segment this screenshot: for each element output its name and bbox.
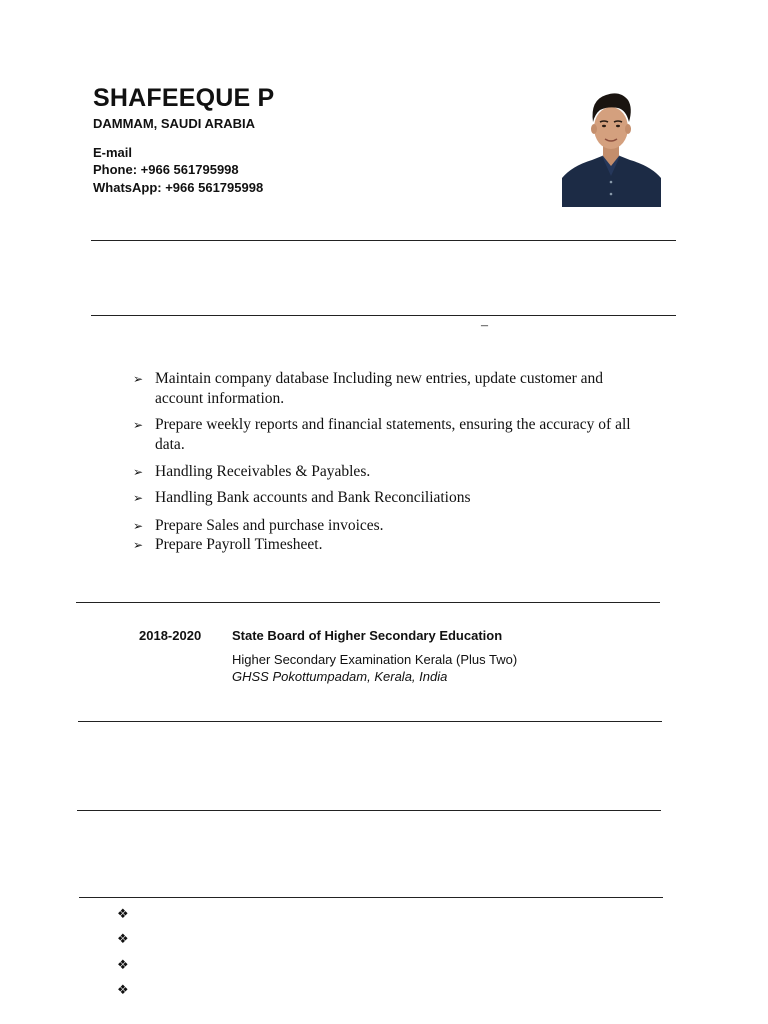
experience-item-text: Maintain company database Including new entries, update customer and (155, 370, 604, 387)
arrowhead-bullet-icon: ➢ (133, 372, 144, 386)
education-exam: Higher Secondary Examination Kerala (Plus Two) (232, 652, 518, 667)
diamond-bullet-icon: ❖ (117, 958, 129, 973)
whatsapp-number: WhatsApp: +966 561795998 (93, 180, 264, 195)
education-school: GHSS Pokottumpadam, Kerala, India (232, 669, 448, 684)
section-divider (78, 721, 662, 722)
section-divider (76, 602, 660, 603)
diamond-bullet-icon: ❖ (117, 907, 129, 922)
candidate-name: SHAFEEQUE P (93, 84, 275, 112)
arrowhead-bullet-icon: ➢ (133, 465, 144, 479)
section-divider (77, 810, 661, 811)
diamond-bullet-icon: ❖ (117, 983, 129, 998)
section-divider (91, 315, 676, 316)
experience-item-text: Prepare Sales and purchase invoices. (155, 517, 384, 534)
experience-item-text: Prepare Payroll Timesheet. (155, 536, 323, 553)
arrowhead-bullet-icon: ➢ (133, 519, 144, 533)
arrowhead-bullet-icon: ➢ (133, 491, 144, 505)
arrowhead-bullet-icon: ➢ (133, 418, 144, 432)
section-divider (79, 897, 663, 898)
section-divider (91, 240, 676, 241)
experience-item-text: Prepare weekly reports and financial statements, ensuring the accuracy of all (155, 416, 631, 433)
education-board: State Board of Higher Secondary Education (232, 628, 503, 643)
experience-item-text: account information. (155, 390, 285, 407)
experience-item-text: data. (155, 436, 185, 453)
date-dash: – (481, 318, 488, 333)
education-years: 2018-2020 (139, 628, 202, 643)
experience-item-text: Handling Receivables & Payables. (155, 463, 371, 480)
candidate-location: DAMMAM, SAUDI ARABIA (93, 116, 256, 131)
phone-number: Phone: +966 561795998 (93, 162, 239, 177)
diamond-bullet-icon: ❖ (117, 932, 129, 947)
experience-item-text: Handling Bank accounts and Bank Reconciliations (155, 489, 471, 506)
arrowhead-bullet-icon: ➢ (133, 538, 144, 552)
profile-photo (562, 86, 661, 207)
email-link[interactable]: E-mail (93, 145, 133, 160)
